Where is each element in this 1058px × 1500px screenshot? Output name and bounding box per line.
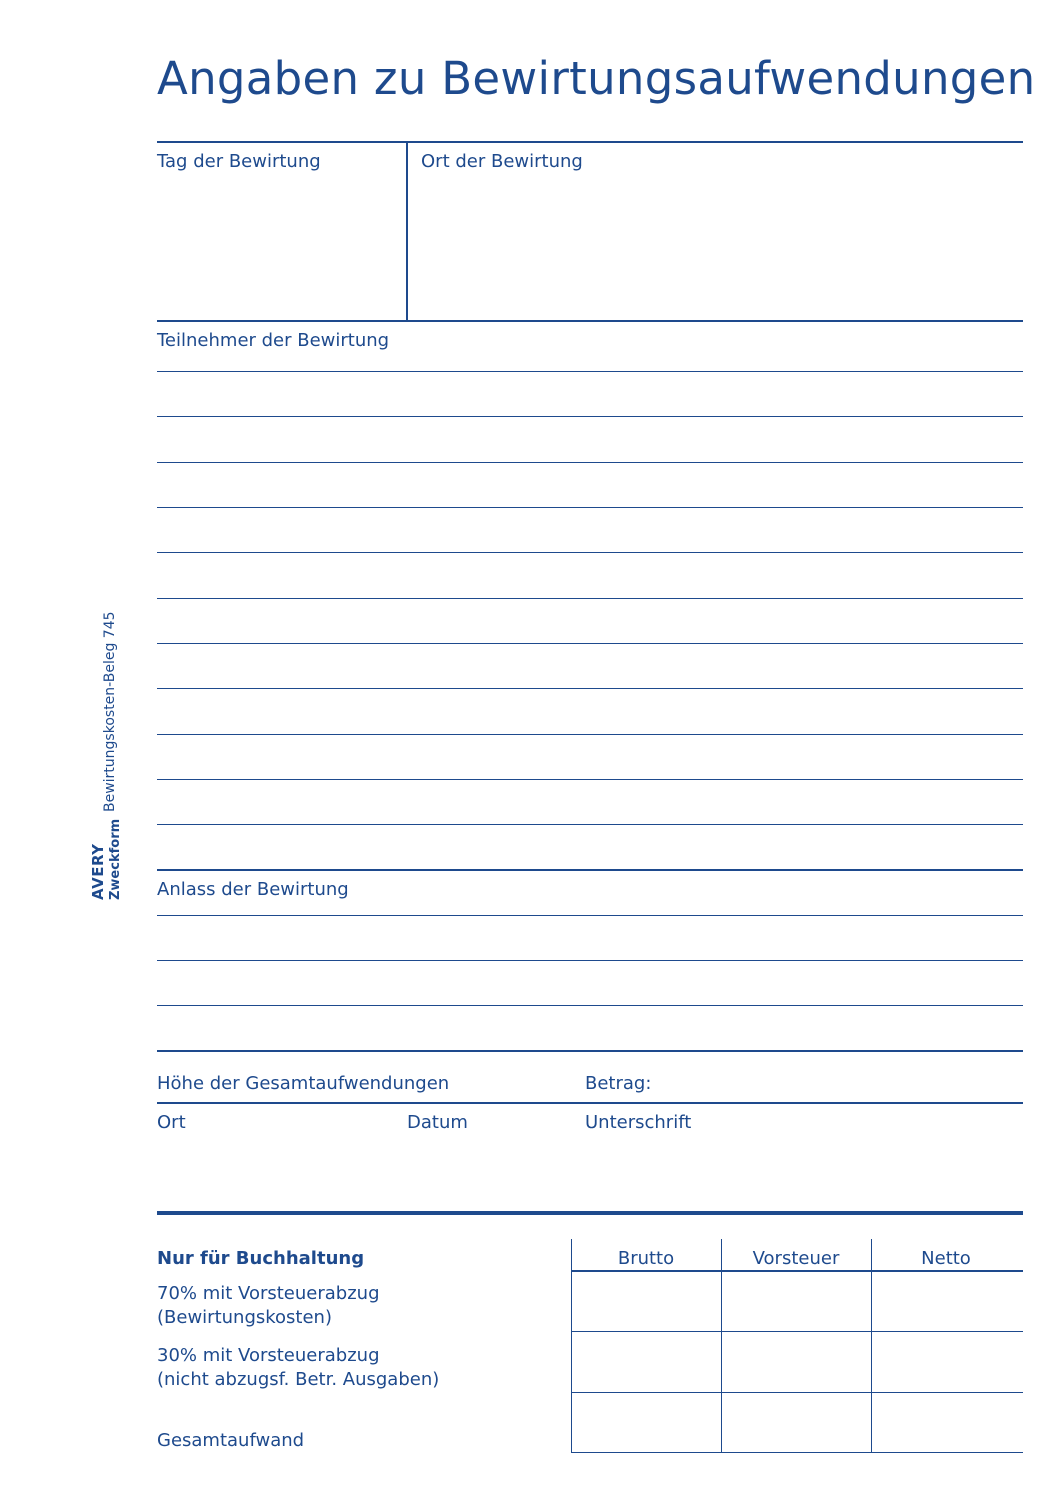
table-row-rule [571,1331,1023,1332]
cell-brutto-gesamt[interactable] [573,1394,720,1451]
cell-netto-30[interactable] [873,1333,1020,1391]
table-bottom-rule [571,1452,1023,1453]
teilnehmer-line[interactable] [157,734,1023,735]
logo-line2: Zweckform [108,818,123,900]
table-row-rule [571,1392,1023,1393]
section-rule-hoehe [157,1050,1023,1052]
teilnehmer-label: Teilnehmer der Bewirtung [157,330,390,351]
teilnehmer-line[interactable] [157,779,1023,780]
row1-label-line2: (Bewirtungskosten) [157,1307,332,1328]
cell-brutto-30[interactable] [573,1333,720,1391]
ort-label: Ort der Bewirtung [421,151,583,172]
column-header-vorsteuer: Vorsteuer [752,1248,840,1269]
accounting-heading: Nur für Buchhaltung [157,1248,365,1269]
column-header-netto: Netto [921,1248,971,1269]
tag-field[interactable] [157,175,402,315]
row2-label-line2: (nicht abzugsf. Betr. Ausgaben) [157,1369,440,1390]
datum-label: Datum [407,1112,468,1133]
row2-label-line1: 30% mit Vorsteuerabzug [157,1345,380,1366]
table-header-rule [571,1270,1023,1272]
section-rule-anlass [157,869,1023,871]
teilnehmer-line[interactable] [157,371,1023,372]
cell-vorsteuer-30[interactable] [723,1333,870,1391]
section-rule-teilnehmer [157,320,1023,322]
betrag-label: Betrag: [585,1073,652,1094]
anlass-label: Anlass der Bewirtung [157,879,349,900]
ort-field[interactable] [412,175,1020,315]
top-rule [157,141,1023,143]
teilnehmer-line[interactable] [157,416,1023,417]
row1-label-line1: 70% mit Vorsteuerabzug [157,1283,380,1304]
teilnehmer-line[interactable] [157,462,1023,463]
teilnehmer-line[interactable] [157,552,1023,553]
ort-sign-field[interactable] [157,1140,397,1206]
datum-field[interactable] [407,1140,577,1206]
teilnehmer-line[interactable] [157,643,1023,644]
anlass-line[interactable] [157,915,1023,916]
unterschrift-label: Unterschrift [585,1112,692,1133]
avery-zweckform-logo [88,818,130,902]
anlass-line[interactable] [157,960,1023,961]
teilnehmer-line[interactable] [157,598,1023,599]
cell-netto-70[interactable] [873,1273,1020,1330]
hoehe-label: Höhe der Gesamtaufwendungen [157,1073,450,1094]
accounting-separator [157,1211,1023,1215]
ort-sign-label: Ort [157,1112,186,1133]
form-number-side-text: Bewirtungskosten-Beleg 745 [102,611,118,812]
row3-label: Gesamtaufwand [157,1430,305,1451]
tag-ort-divider [406,142,408,321]
form-title: Angaben zu Bewirtungsaufwendungen [157,52,1036,105]
betrag-field[interactable] [660,1066,1020,1100]
cell-vorsteuer-gesamt[interactable] [723,1394,870,1451]
logo-line1: AVERY [89,843,107,900]
section-rule-signature [157,1102,1023,1104]
cell-netto-gesamt[interactable] [873,1394,1020,1451]
cell-vorsteuer-70[interactable] [723,1273,870,1330]
signature-field[interactable] [585,1140,1020,1206]
teilnehmer-line[interactable] [157,688,1023,689]
column-header-brutto: Brutto [617,1248,675,1269]
cell-brutto-70[interactable] [573,1273,720,1330]
anlass-line[interactable] [157,1005,1023,1006]
teilnehmer-line[interactable] [157,507,1023,508]
teilnehmer-line[interactable] [157,824,1023,825]
tag-label: Tag der Bewirtung [157,151,321,172]
